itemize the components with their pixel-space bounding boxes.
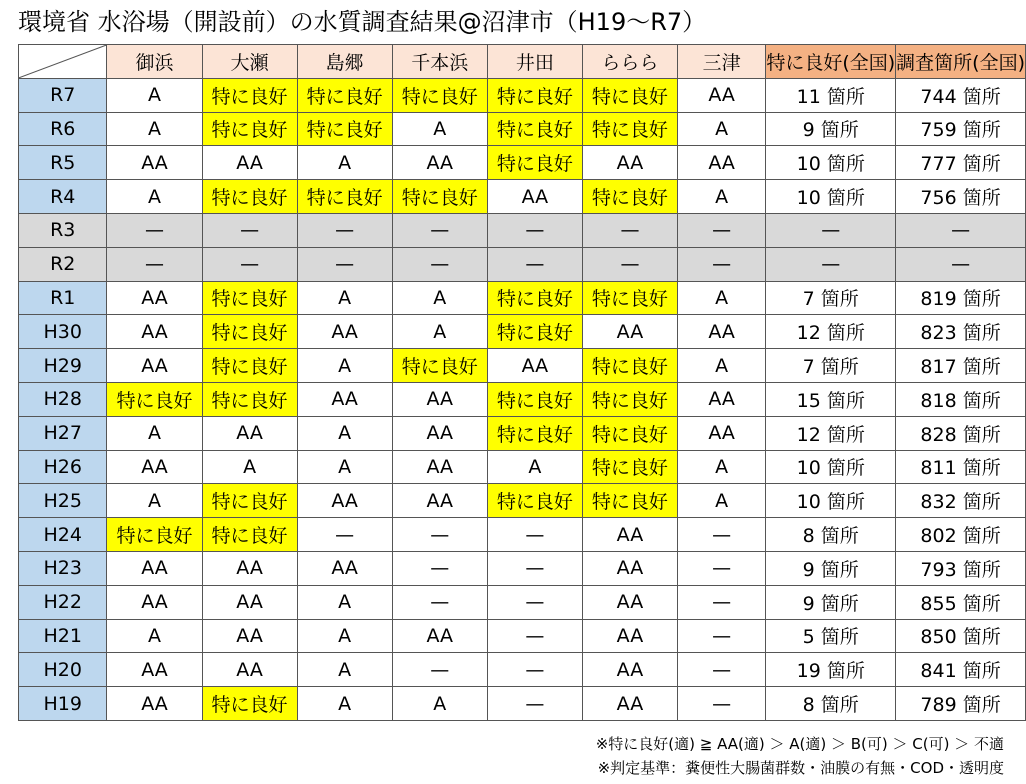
rating-cell: 特に良好 bbox=[487, 281, 582, 315]
rating-cell: A bbox=[392, 687, 487, 721]
table-row bbox=[19, 349, 1026, 383]
rating-cell: 特に良好 bbox=[487, 315, 582, 349]
national-total-cell: 818 箇所 bbox=[896, 382, 1026, 416]
rating-cell: A bbox=[297, 450, 392, 484]
rating-cell: — bbox=[487, 213, 582, 247]
national-excellent-cell: 9 箇所 bbox=[766, 551, 896, 585]
rating-cell: 特に良好 bbox=[297, 112, 392, 146]
rating-cell: AA bbox=[677, 315, 765, 349]
rating-cell: — bbox=[487, 518, 582, 552]
national-total-cell: — bbox=[896, 247, 1026, 281]
rating-cell: A bbox=[107, 112, 202, 146]
rating-cell: 特に良好 bbox=[392, 180, 487, 214]
rating-cell: AA bbox=[107, 585, 202, 619]
rating-cell: — bbox=[202, 247, 297, 281]
rating-cell: AA bbox=[392, 619, 487, 653]
rating-cell: AA bbox=[582, 687, 677, 721]
rating-cell: AA bbox=[487, 180, 582, 214]
table-row bbox=[19, 653, 1026, 687]
rating-cell: AA bbox=[392, 450, 487, 484]
rating-cell: 特に良好 bbox=[107, 518, 202, 552]
rating-cell: A bbox=[297, 146, 392, 180]
rating-cell: 特に良好 bbox=[582, 382, 677, 416]
year-cell: H28 bbox=[19, 382, 107, 416]
year-cell: H19 bbox=[19, 687, 107, 721]
table-row bbox=[19, 450, 1026, 484]
rating-cell: A bbox=[677, 349, 765, 383]
rating-cell: — bbox=[677, 585, 765, 619]
year-cell: H20 bbox=[19, 653, 107, 687]
year-cell: H29 bbox=[19, 349, 107, 383]
rating-cell: — bbox=[677, 619, 765, 653]
rating-cell: 特に良好 bbox=[297, 78, 392, 112]
national-total-cell: 841 箇所 bbox=[896, 653, 1026, 687]
year-cell: R6 bbox=[19, 112, 107, 146]
rating-cell: — bbox=[677, 213, 765, 247]
note-criteria: ※判定基準：糞便性大腸菌群数・油膜の有無・COD・透明度 bbox=[597, 759, 1004, 777]
national-excellent-cell: 12 箇所 bbox=[766, 416, 896, 450]
table-row bbox=[19, 551, 1026, 585]
rating-cell: — bbox=[677, 653, 765, 687]
national-total-cell: 777 箇所 bbox=[896, 146, 1026, 180]
rating-cell: AA bbox=[107, 281, 202, 315]
rating-cell: AA bbox=[202, 653, 297, 687]
corner-cell bbox=[19, 45, 107, 79]
rating-cell: AA bbox=[677, 78, 765, 112]
rating-cell: — bbox=[677, 687, 765, 721]
national-total-cell: 855 箇所 bbox=[896, 585, 1026, 619]
rating-cell: — bbox=[107, 247, 202, 281]
table-row bbox=[19, 146, 1026, 180]
rating-cell: — bbox=[677, 551, 765, 585]
rating-cell: 特に良好 bbox=[202, 112, 297, 146]
table-row bbox=[19, 585, 1026, 619]
rating-cell: A bbox=[677, 180, 765, 214]
table-row bbox=[19, 247, 1026, 281]
rating-cell: A bbox=[487, 450, 582, 484]
national-excellent-cell: 15 箇所 bbox=[766, 382, 896, 416]
rating-cell: 特に良好 bbox=[202, 382, 297, 416]
table-row bbox=[19, 180, 1026, 214]
national-excellent-cell: 9 箇所 bbox=[766, 585, 896, 619]
rating-cell: 特に良好 bbox=[487, 146, 582, 180]
rating-cell: AA bbox=[107, 146, 202, 180]
rating-cell: — bbox=[392, 247, 487, 281]
national-excellent-cell: 11 箇所 bbox=[766, 78, 896, 112]
rating-cell: 特に良好 bbox=[202, 349, 297, 383]
national-total-cell: 832 箇所 bbox=[896, 484, 1026, 518]
rating-cell: 特に良好 bbox=[392, 349, 487, 383]
rating-cell: AA bbox=[107, 551, 202, 585]
rating-cell: A bbox=[677, 484, 765, 518]
rating-cell: 特に良好 bbox=[582, 484, 677, 518]
rating-cell: AA bbox=[107, 653, 202, 687]
year-cell: H25 bbox=[19, 484, 107, 518]
rating-cell: — bbox=[487, 653, 582, 687]
year-cell: H23 bbox=[19, 551, 107, 585]
rating-cell: 特に良好 bbox=[487, 382, 582, 416]
column-header: ららら bbox=[582, 45, 677, 79]
rating-cell: 特に良好 bbox=[582, 112, 677, 146]
rating-cell: A bbox=[297, 349, 392, 383]
rating-cell: AA bbox=[582, 585, 677, 619]
national-excellent-cell: 10 箇所 bbox=[766, 484, 896, 518]
national-total-cell: 756 箇所 bbox=[896, 180, 1026, 214]
rating-cell: — bbox=[202, 213, 297, 247]
rating-cell: A bbox=[392, 112, 487, 146]
table-row bbox=[19, 687, 1026, 721]
water-quality-table bbox=[18, 44, 1026, 721]
rating-cell: — bbox=[297, 213, 392, 247]
national-excellent-cell: 10 箇所 bbox=[766, 450, 896, 484]
rating-cell: — bbox=[582, 247, 677, 281]
table-row bbox=[19, 518, 1026, 552]
rating-cell: AA bbox=[582, 146, 677, 180]
rating-cell: — bbox=[487, 551, 582, 585]
national-excellent-cell: 12 箇所 bbox=[766, 315, 896, 349]
table-row bbox=[19, 315, 1026, 349]
rating-cell: 特に良好 bbox=[297, 180, 392, 214]
rating-cell: — bbox=[487, 247, 582, 281]
rating-cell: 特に良好 bbox=[582, 416, 677, 450]
year-cell: R3 bbox=[19, 213, 107, 247]
column-header: 島郷 bbox=[297, 45, 392, 79]
year-cell: H30 bbox=[19, 315, 107, 349]
rating-cell: AA bbox=[677, 416, 765, 450]
national-total-cell: 819 箇所 bbox=[896, 281, 1026, 315]
rating-cell: AA bbox=[392, 484, 487, 518]
table-row bbox=[19, 416, 1026, 450]
column-header: 大瀬 bbox=[202, 45, 297, 79]
rating-cell: — bbox=[297, 247, 392, 281]
rating-cell: A bbox=[297, 687, 392, 721]
rating-cell: AA bbox=[202, 619, 297, 653]
diagonal-line-icon bbox=[19, 45, 106, 78]
rating-cell: AA bbox=[392, 416, 487, 450]
year-cell: R7 bbox=[19, 78, 107, 112]
rating-cell: A bbox=[297, 416, 392, 450]
national-total-cell: 802 箇所 bbox=[896, 518, 1026, 552]
rating-cell: 特に良好 bbox=[582, 180, 677, 214]
rating-cell: AA bbox=[487, 349, 582, 383]
rating-cell: A bbox=[107, 78, 202, 112]
rating-cell: A bbox=[392, 281, 487, 315]
rating-cell: AA bbox=[107, 349, 202, 383]
rating-cell: A bbox=[107, 484, 202, 518]
rating-cell: — bbox=[107, 213, 202, 247]
table-row bbox=[19, 213, 1026, 247]
national-total-cell: 817 箇所 bbox=[896, 349, 1026, 383]
rating-cell: 特に良好 bbox=[582, 78, 677, 112]
rating-cell: A bbox=[677, 281, 765, 315]
year-cell: R5 bbox=[19, 146, 107, 180]
rating-cell: 特に良好 bbox=[202, 687, 297, 721]
rating-cell: 特に良好 bbox=[202, 180, 297, 214]
rating-cell: AA bbox=[582, 619, 677, 653]
rating-cell: AA bbox=[392, 382, 487, 416]
rating-cell: A bbox=[297, 585, 392, 619]
year-cell: H22 bbox=[19, 585, 107, 619]
column-header: 千本浜 bbox=[392, 45, 487, 79]
page-title: 環境省 水浴場（開設前）の水質調査結果@沼津市（H19〜R7） bbox=[18, 8, 707, 36]
year-cell: R2 bbox=[19, 247, 107, 281]
rating-cell: — bbox=[677, 518, 765, 552]
rating-cell: AA bbox=[297, 551, 392, 585]
national-excellent-cell: — bbox=[766, 213, 896, 247]
table-row bbox=[19, 619, 1026, 653]
rating-cell: AA bbox=[582, 315, 677, 349]
year-cell: H27 bbox=[19, 416, 107, 450]
rating-cell: 特に良好 bbox=[202, 484, 297, 518]
national-excellent-cell: 10 箇所 bbox=[766, 146, 896, 180]
national-total-cell: 811 箇所 bbox=[896, 450, 1026, 484]
national-total-cell: 744 箇所 bbox=[896, 78, 1026, 112]
rating-cell: AA bbox=[582, 518, 677, 552]
rating-cell: 特に良好 bbox=[202, 281, 297, 315]
rating-cell: 特に良好 bbox=[392, 78, 487, 112]
national-excellent-cell: — bbox=[766, 247, 896, 281]
rating-cell: AA bbox=[677, 146, 765, 180]
rating-cell: — bbox=[392, 518, 487, 552]
national-excellent-cell: 19 箇所 bbox=[766, 653, 896, 687]
rating-cell: AA bbox=[582, 551, 677, 585]
column-header: 特に良好(全国) bbox=[766, 45, 896, 79]
national-total-cell: 823 箇所 bbox=[896, 315, 1026, 349]
rating-cell: AA bbox=[392, 146, 487, 180]
rating-cell: AA bbox=[202, 551, 297, 585]
rating-cell: 特に良好 bbox=[487, 112, 582, 146]
rating-cell: AA bbox=[297, 315, 392, 349]
rating-cell: 特に良好 bbox=[487, 416, 582, 450]
rating-cell: A bbox=[107, 619, 202, 653]
rating-cell: A bbox=[107, 180, 202, 214]
national-total-cell: 789 箇所 bbox=[896, 687, 1026, 721]
national-excellent-cell: 5 箇所 bbox=[766, 619, 896, 653]
rating-cell: AA bbox=[107, 450, 202, 484]
notes bbox=[596, 732, 1004, 780]
rating-cell: — bbox=[392, 213, 487, 247]
rating-cell: AA bbox=[202, 585, 297, 619]
rating-cell: A bbox=[297, 619, 392, 653]
rating-cell: 特に良好 bbox=[487, 484, 582, 518]
rating-cell: AA bbox=[107, 315, 202, 349]
table-row bbox=[19, 484, 1026, 518]
rating-cell: 特に良好 bbox=[582, 349, 677, 383]
table-row bbox=[19, 382, 1026, 416]
rating-cell: 特に良好 bbox=[487, 78, 582, 112]
national-excellent-cell: 8 箇所 bbox=[766, 687, 896, 721]
column-header: 三津 bbox=[677, 45, 765, 79]
rating-cell: 特に良好 bbox=[202, 518, 297, 552]
national-excellent-cell: 7 箇所 bbox=[766, 281, 896, 315]
rating-cell: A bbox=[392, 315, 487, 349]
rating-cell: A bbox=[107, 416, 202, 450]
rating-cell: AA bbox=[677, 382, 765, 416]
national-total-cell: 828 箇所 bbox=[896, 416, 1026, 450]
national-excellent-cell: 10 箇所 bbox=[766, 180, 896, 214]
rating-cell: A bbox=[677, 112, 765, 146]
rating-cell: — bbox=[677, 247, 765, 281]
rating-cell: 特に良好 bbox=[582, 450, 677, 484]
column-header: 井田 bbox=[487, 45, 582, 79]
rating-cell: 特に良好 bbox=[582, 281, 677, 315]
year-cell: R4 bbox=[19, 180, 107, 214]
rating-cell: — bbox=[582, 213, 677, 247]
national-total-cell: 759 箇所 bbox=[896, 112, 1026, 146]
year-cell: H26 bbox=[19, 450, 107, 484]
rating-cell: 特に良好 bbox=[202, 315, 297, 349]
note-rating-scale: ※特に良好(適) ≧ AA(適) ＞ A(適) ＞ B(可) ＞ C(可) ＞ 不適 bbox=[595, 735, 1004, 753]
rating-cell: — bbox=[297, 518, 392, 552]
rating-cell: AA bbox=[297, 382, 392, 416]
national-excellent-cell: 8 箇所 bbox=[766, 518, 896, 552]
rating-cell: — bbox=[392, 653, 487, 687]
rating-cell: — bbox=[392, 551, 487, 585]
rating-cell: — bbox=[487, 585, 582, 619]
column-header: 調査箇所(全国) bbox=[896, 45, 1026, 79]
year-cell: H24 bbox=[19, 518, 107, 552]
national-excellent-cell: 7 箇所 bbox=[766, 349, 896, 383]
national-total-cell: 850 箇所 bbox=[896, 619, 1026, 653]
rating-cell: A bbox=[202, 450, 297, 484]
national-total-cell: — bbox=[896, 213, 1026, 247]
rating-cell: A bbox=[297, 281, 392, 315]
rating-cell: — bbox=[487, 619, 582, 653]
table-row bbox=[19, 78, 1026, 112]
header-row bbox=[19, 45, 1026, 79]
rating-cell: A bbox=[297, 653, 392, 687]
column-header: 御浜 bbox=[107, 45, 202, 79]
rating-cell: AA bbox=[202, 146, 297, 180]
rating-cell: — bbox=[487, 687, 582, 721]
rating-cell: A bbox=[677, 450, 765, 484]
national-total-cell: 793 箇所 bbox=[896, 551, 1026, 585]
national-excellent-cell: 9 箇所 bbox=[766, 112, 896, 146]
rating-cell: AA bbox=[107, 687, 202, 721]
rating-cell: AA bbox=[202, 416, 297, 450]
table-row bbox=[19, 112, 1026, 146]
rating-cell: AA bbox=[297, 484, 392, 518]
year-cell: R1 bbox=[19, 281, 107, 315]
rating-cell: 特に良好 bbox=[107, 382, 202, 416]
rating-cell: 特に良好 bbox=[202, 78, 297, 112]
table-row bbox=[19, 281, 1026, 315]
rating-cell: AA bbox=[582, 653, 677, 687]
year-cell: H21 bbox=[19, 619, 107, 653]
rating-cell: — bbox=[392, 585, 487, 619]
